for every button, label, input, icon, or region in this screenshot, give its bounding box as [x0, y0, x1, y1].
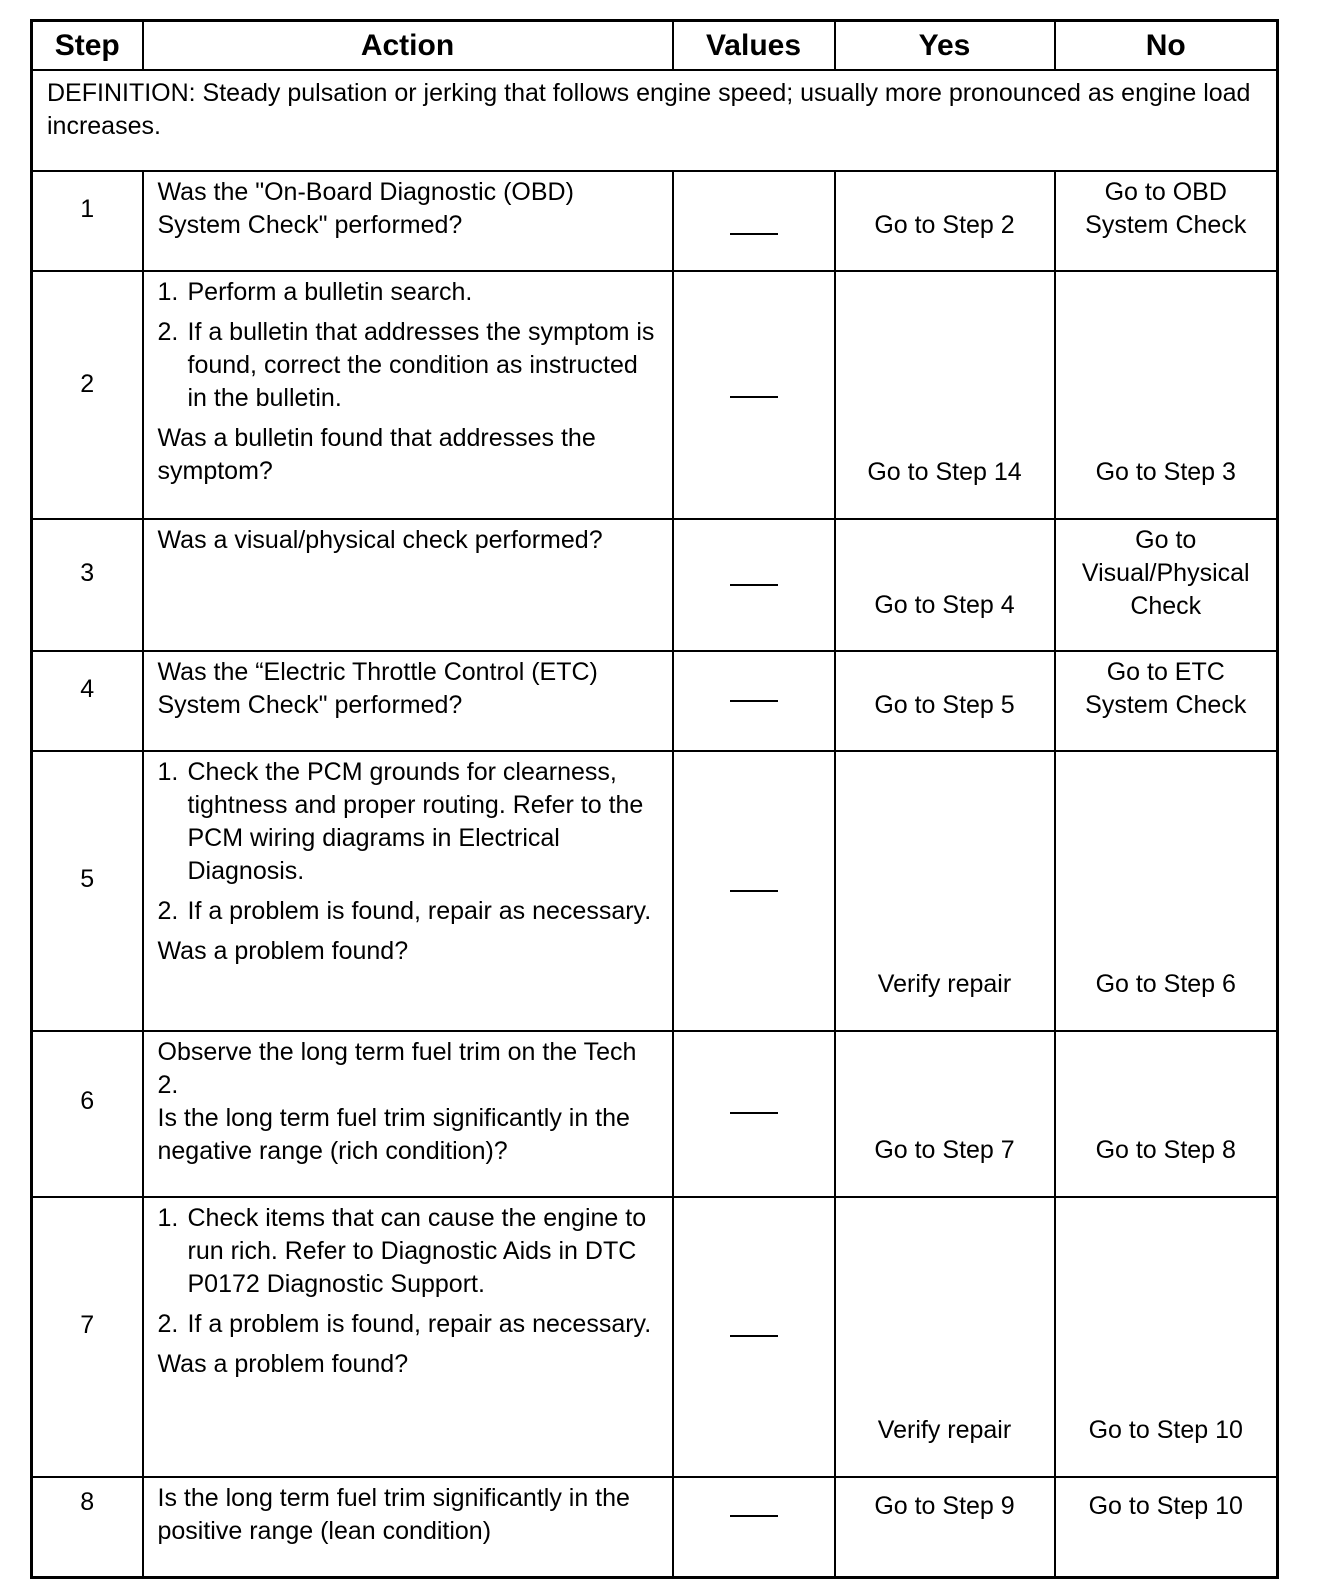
step-number: 2 [80, 370, 95, 398]
values-dash [730, 584, 778, 586]
no-text: Go to OBD System Check [1085, 178, 1247, 239]
table-row [32, 1031, 1278, 1197]
action-item: 2. If a problem is found, repair as necessary. [157, 897, 652, 925]
action-question: Was a bulletin found that addresses the symptom? [157, 424, 596, 485]
step-number: 5 [80, 865, 95, 893]
action-text: Is the long term fuel trim significantly in the positive range (lean condition) [143, 1477, 673, 1577]
values-dash [730, 1335, 778, 1337]
diagnostic-table [30, 19, 1279, 1579]
table-row [32, 651, 1278, 751]
values-dash [730, 233, 778, 235]
table-row [32, 171, 1278, 271]
values-dash [730, 396, 778, 398]
header-row [32, 21, 1278, 71]
action-question: Is the long term fuel trim significantly in the negative range (rich condition)? [157, 1104, 630, 1165]
step-number: 8 [80, 1488, 95, 1516]
yes-text: Go to Step 2 [874, 211, 1015, 239]
action-text: Was a visual/physical check performed? [143, 519, 673, 651]
no-text: Go to Step 6 [1095, 970, 1236, 998]
action-item: 2. If a bulletin that addresses the symptom is found, correct the condition as instructed in the bulletin. [157, 318, 655, 412]
step-number: 6 [80, 1087, 95, 1115]
action-item: 2. If a problem is found, repair as necessary. [157, 1310, 652, 1338]
yes-text: Go to Step 14 [867, 458, 1022, 486]
action-text: Was the “Electric Throttle Control (ETC) System Check" performed? [143, 651, 673, 751]
action-item: 1. Perform a bulletin search. [157, 278, 473, 306]
header-yes: Yes [835, 21, 1055, 71]
header-action: Action [143, 21, 673, 71]
no-text: Go to Step 3 [1095, 458, 1236, 486]
definition-text: DEFINITION: Steady pulsation or jerking that follows engine speed; usually more pronounced as engine load increases. [32, 70, 1278, 171]
no-text: Go to ETC System Check [1085, 658, 1247, 719]
table-row [32, 271, 1278, 519]
header-no: No [1055, 21, 1278, 71]
action-text: Was the "On-Board Diagnostic (OBD) System Check" performed? [143, 171, 673, 271]
values-dash [730, 1515, 778, 1517]
action-item: 1. Check the PCM grounds for clearness, tightness and proper routing. Refer to the PCM wiring diagrams in Electrical Diagnosis. [157, 758, 644, 885]
yes-text: Verify repair [877, 970, 1012, 998]
values-dash [730, 700, 778, 702]
yes-text: Go to Step 5 [874, 691, 1015, 719]
values-dash [730, 1112, 778, 1114]
yes-text: Go to Step 7 [874, 1136, 1015, 1164]
table-row [32, 751, 1278, 1031]
step-number: 1 [80, 195, 95, 223]
table-row [32, 519, 1278, 651]
action-text: Observe the long term fuel trim on the Tech 2. [157, 1038, 637, 1099]
no-text: Go to Visual/Physical Check [1081, 526, 1250, 620]
values-dash [730, 890, 778, 892]
no-text: Go to Step 8 [1095, 1136, 1236, 1164]
yes-text: Verify repair [877, 1416, 1012, 1444]
table-row [32, 1197, 1278, 1477]
action-question: Was a problem found? [157, 937, 409, 965]
definition-row [32, 70, 1278, 171]
yes-text: Go to Step 9 [874, 1492, 1015, 1520]
table-row [32, 1477, 1278, 1577]
action-item: 1. Check items that can cause the engine to run rich. Refer to Diagnostic Aids in DTC P0172 Diagnostic Support. [157, 1204, 647, 1298]
action-question: Was a problem found? [157, 1350, 409, 1378]
yes-text: Go to Step 4 [874, 591, 1015, 619]
no-text: Go to Step 10 [1088, 1492, 1243, 1520]
header-values: Values [673, 21, 835, 71]
header-step: Step [32, 21, 143, 71]
no-text: Go to Step 10 [1088, 1416, 1243, 1444]
step-number: 3 [80, 559, 95, 587]
step-number: 4 [80, 675, 95, 703]
step-number: 7 [80, 1311, 95, 1339]
